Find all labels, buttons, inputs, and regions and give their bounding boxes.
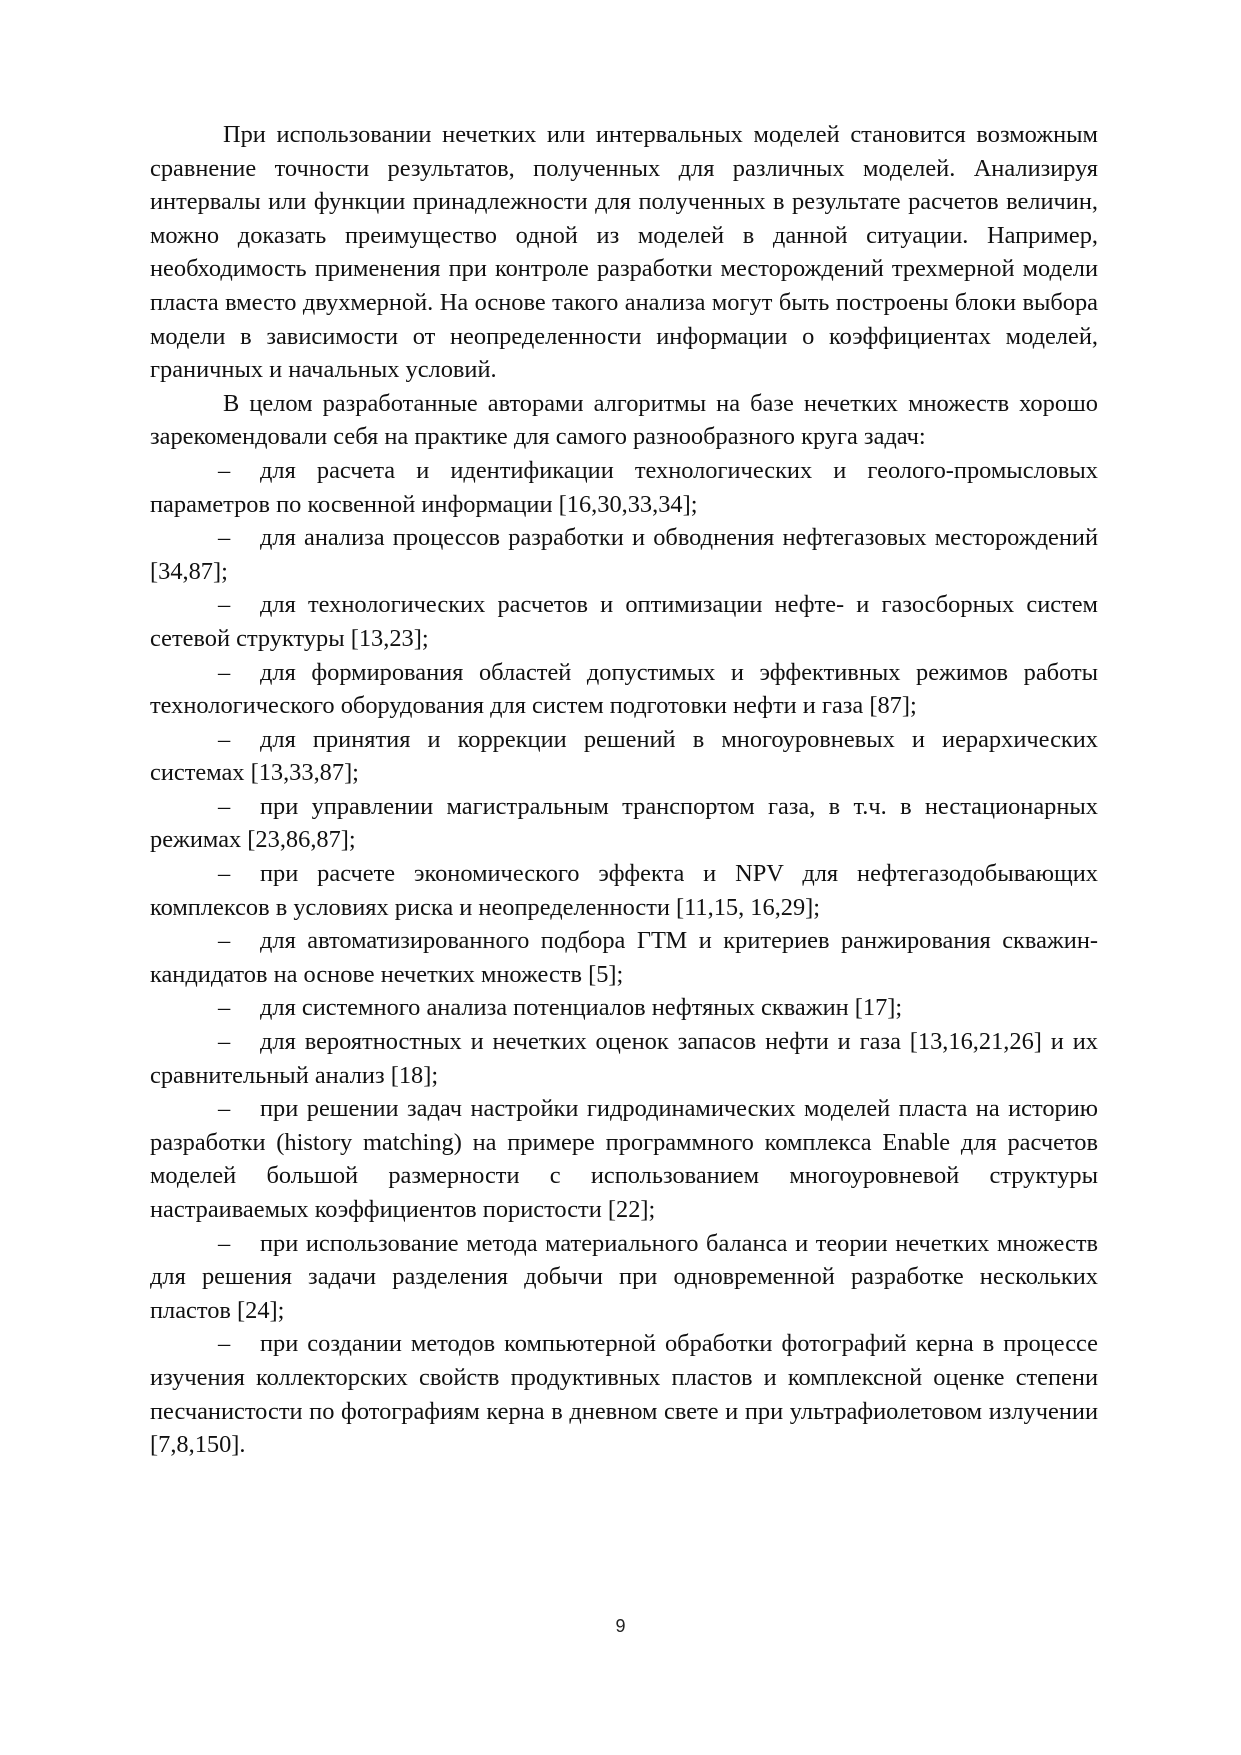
list-item-text: для формирования областей допустимых и эффективных режимов работы технологического оборудования для систем подготовки нефти и газа [87]; — [150, 658, 1098, 720]
list-item — [150, 454, 1098, 521]
list-item-text: при решении задач настройки гидродинамических моделей пласта на историю разработки (history matching) на примере программного комплекса Enable для расчетов моделей большой размерности с использованием многоуровневой структуры настраиваемых коэффициентов пористости [22]; — [150, 1095, 1098, 1223]
list-dash: – — [218, 1095, 231, 1123]
list-dash: – — [218, 927, 231, 955]
list-dash: – — [218, 1028, 231, 1056]
list-dash: – — [218, 524, 231, 552]
list-item-text: для системного анализа потенциалов нефтяных скважин [17]; — [260, 994, 903, 1022]
list-item — [150, 857, 1098, 924]
list-item-text: для расчета и идентификации технологических и геолого-промысловых параметров по косвенной информации [16,30,33,34]; — [150, 456, 1098, 518]
list-dash: – — [218, 994, 231, 1022]
paragraph-intro: При использовании нечетких или интервальных моделей становится возможным сравнение точности результатов, полученных для различных моделей. Анализируя интервалы или функции принадлежности для полученных в результате расчетов величин, можно доказать преимущество одной из моделей в данной ситуации. Например, необходимость применения при контроле разработки месторождений трехмерной модели пласта вместо двухмерной. На основе такого анализа могут быть построены блоки выбора модели в зависимости от неопределенности информации о коэффициентах моделей, граничных и начальных условий. — [150, 121, 1098, 384]
list-item — [150, 1327, 1098, 1461]
paragraph-summary: В целом разработанные авторами алгоритмы на базе нечетких множеств хорошо зарекомендовали себя на практике для самого разнообразного круга задач: — [150, 389, 1098, 451]
list-item-text: для вероятностных и нечетких оценок запасов нефти и газа [13,16,21,26] и их сравнительный анализ [18]; — [150, 1028, 1098, 1089]
body-text — [150, 118, 1098, 1462]
list-dash: – — [218, 860, 231, 888]
list-item-text: для принятия и коррекции решений в многоуровневых и иерархических системах [13,33,87]; — [150, 725, 1098, 787]
list-item-text: для автоматизированного подбора ГТМ и критериев ранжирования скважин-кандидатов на основе нечетких множеств [5]; — [150, 927, 1098, 988]
page-number: 9 — [615, 1616, 626, 1636]
list-dash: – — [218, 725, 231, 753]
list-item — [150, 656, 1098, 723]
list-item — [150, 924, 1098, 991]
list-dash: – — [218, 1229, 231, 1257]
list-item-text: для анализа процессов разработки и обводнения нефтегазовых месторождений [34,87]; — [150, 524, 1098, 585]
list-dash: – — [218, 792, 231, 820]
list-item — [150, 790, 1098, 857]
list-item — [150, 1227, 1098, 1328]
list-item-text: для технологических расчетов и оптимизации нефте- и газосборных систем сетевой структуры [13,23]; — [150, 591, 1098, 652]
list-dash: – — [218, 456, 231, 484]
list-item — [150, 991, 1098, 1025]
list-item-text: при использование метода материального баланса и теории нечетких множеств для решения задачи разделения добычи при одновременной разработке нескольких пластов [24]; — [150, 1229, 1098, 1324]
list-item-text: при создании методов компьютерной обработки фотографий керна в процессе изучения коллекторских свойств продуктивных пластов и комплексной оценке степени песчанистости по фотографиям керна в дневном свете и при ультрафиолетовом излучении [7,8,150]. — [150, 1330, 1098, 1459]
list-item — [150, 521, 1098, 588]
list-dash: – — [218, 1330, 231, 1358]
list-item — [150, 1092, 1098, 1226]
list-item — [150, 1025, 1098, 1092]
list-item — [150, 723, 1098, 790]
list-dash: – — [218, 591, 231, 619]
list-dash: – — [218, 658, 231, 686]
list-item-text: при управлении магистральным транспортом газа, в т.ч. в нестационарных режимах [23,86,87]; — [150, 792, 1098, 854]
list-item-text: при расчете экономического эффекта и NPV для нефтегазодобывающих комплексов в условиях риска и неопределенности [11,15, 16,29]; — [150, 860, 1098, 921]
list-item — [150, 588, 1098, 655]
